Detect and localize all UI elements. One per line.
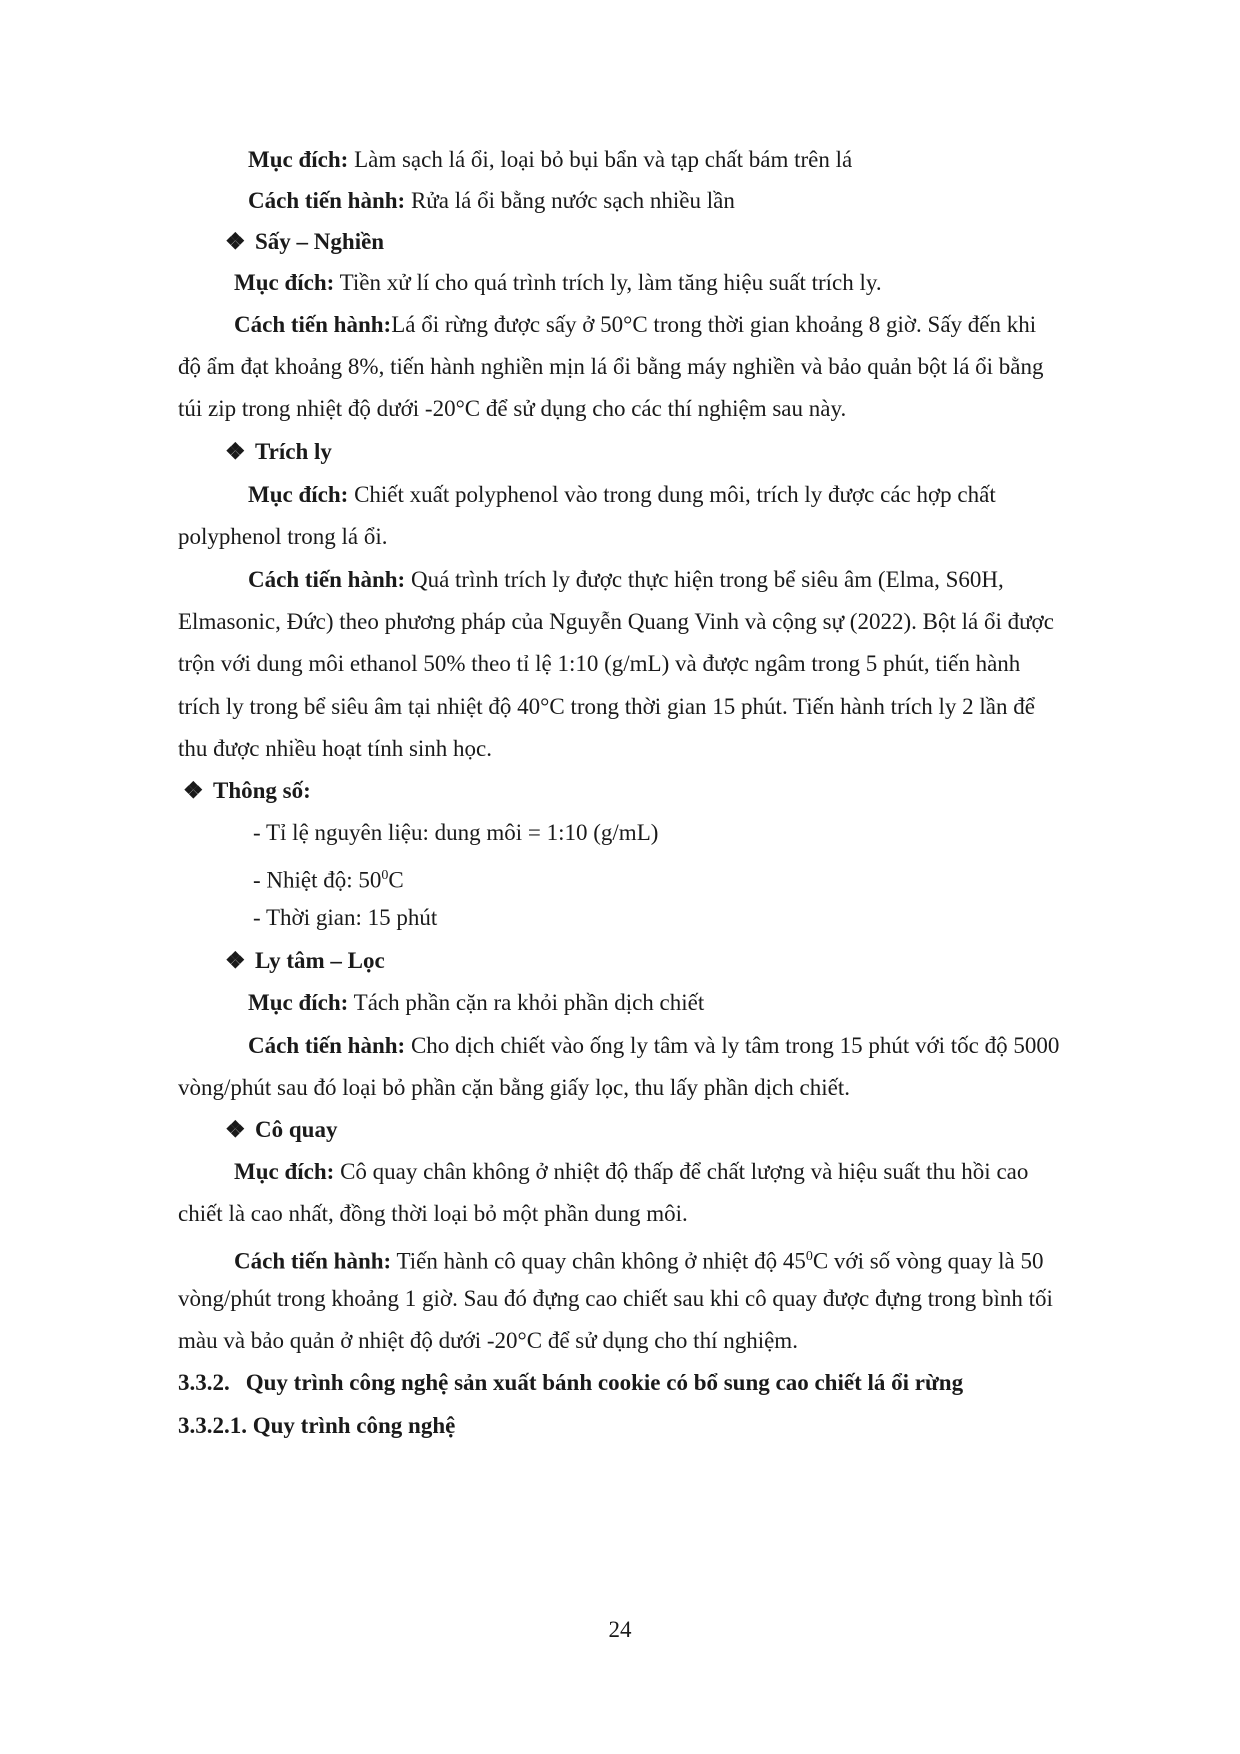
extract-method-line-3: trộn với dung môi ethanol 50% theo tỉ lệ 1:10 (g/mL) và được ngâm trong 5 phút, tiến hành: [178, 651, 1021, 676]
diamond-bullet-icon: ❖: [225, 229, 246, 254]
evaporate-method-line-3: màu và bảo quản ở nhiệt độ dưới -20°C để sử dụng cho thí nghiệm.: [178, 1328, 798, 1353]
params-heading: ❖ Thông số:: [183, 776, 311, 806]
evaporate-method-line-1: Cách tiến hành: Tiến hành cô quay chân không ở nhiệt độ $45^0C$ với số vòng quay là 50: [234, 1248, 1044, 1274]
dry-method-line-2: độ ẩm đạt khoảng 8%, tiến hành nghiền mịn lá ổi bằng máy nghiền và bảo quản bột lá ổi bằng: [178, 354, 1044, 379]
extract-purpose-line-1: Mục đích: Chiết xuất polyphenol vào trong dung môi, trích ly được các hợp chất: [248, 482, 996, 507]
params-item-ratio: - Tỉ lệ nguyên liệu: dung môi = 1:10 (g/mL): [253, 820, 659, 845]
diamond-bullet-icon: ❖: [225, 439, 246, 464]
extract-method-line-5: thu được nhiều hoạt tính sinh học.: [178, 736, 493, 761]
wash-method: Cách tiến hành: Rửa lá ổi bằng nước sạch nhiều lần: [248, 188, 735, 213]
evaporate-purpose-line-2: chiết là cao nhất, đồng thời loại bỏ một phần dung môi.: [178, 1201, 688, 1226]
extract-method-line-1: Cách tiến hành: Quá trình trích ly được thực hiện trong bể siêu âm (Elma, S60H,: [248, 567, 1004, 592]
centrifuge-method-line-1: Cách tiến hành: Cho dịch chiết vào ống ly tâm và ly tâm trong 15 phút với tốc độ 5000: [248, 1033, 1060, 1058]
extract-method-line-2: Elmasonic, Đức) theo phương pháp của Nguyễn Quang Vinh và cộng sự (2022). Bột lá ổi được: [178, 609, 1054, 634]
dry-heading: ❖ Sấy – Nghiền: [225, 227, 384, 257]
wash-purpose: Mục đích: Làm sạch lá ổi, loại bỏ bụi bẩn và tạp chất bám trên lá: [248, 147, 853, 172]
dry-method-line-1: Cách tiến hành:Lá ổi rừng được sấy ở 50°C trong thời gian khoảng 8 giờ. Sấy đến khi: [234, 312, 1037, 337]
evaporate-method-line-2: vòng/phút trong khoảng 1 giờ. Sau đó đựng cao chiết sau khi cô quay được đựng trong bình tối: [178, 1286, 1053, 1311]
centrifuge-heading: ❖ Ly tâm – Lọc: [225, 946, 385, 976]
diamond-bullet-icon: ❖: [225, 1117, 246, 1142]
section-3-3-2-heading: 3.3.2. Quy trình công nghệ sản xuất bánh cookie có bổ sung cao chiết lá ổi rừng: [178, 1370, 964, 1395]
evaporate-heading: ❖ Cô quay: [225, 1115, 337, 1145]
extract-purpose-line-2: polyphenol trong lá ổi.: [178, 524, 388, 549]
dry-purpose: Mục đích: Tiền xử lí cho quá trình trích ly, làm tăng hiệu suất trích ly.: [234, 270, 882, 295]
extract-heading: ❖ Trích ly: [225, 437, 332, 467]
dry-method-line-3: túi zip trong nhiệt độ dưới -20°C để sử dụng cho các thí nghiệm sau này.: [178, 396, 847, 421]
diamond-bullet-icon: ❖: [183, 778, 204, 803]
page-number: 24: [608, 1617, 632, 1642]
centrifuge-purpose: Mục đích: Tách phần cặn ra khỏi phần dịch chiết: [248, 990, 705, 1015]
centrifuge-method-line-2: vòng/phút sau đó loại bỏ phần cặn bằng giấy lọc, thu lấy phần dịch chiết.: [178, 1075, 850, 1100]
diamond-bullet-icon: ❖: [225, 948, 246, 973]
section-3-3-2-1-heading: 3.3.2.1. Quy trình công nghệ: [178, 1413, 456, 1438]
params-item-temperature: - Nhiệt độ: $50^0C$: [253, 867, 404, 893]
params-item-time: - Thời gian: 15 phút: [253, 905, 438, 930]
extract-method-line-4: trích ly trong bể siêu âm tại nhiệt độ 40°C trong thời gian 15 phút. Tiến hành trích ly 2 lần để: [178, 694, 1035, 719]
evaporate-purpose-line-1: Mục đích: Cô quay chân không ở nhiệt độ thấp để chất lượng và hiệu suất thu hồi cao: [234, 1159, 1029, 1184]
